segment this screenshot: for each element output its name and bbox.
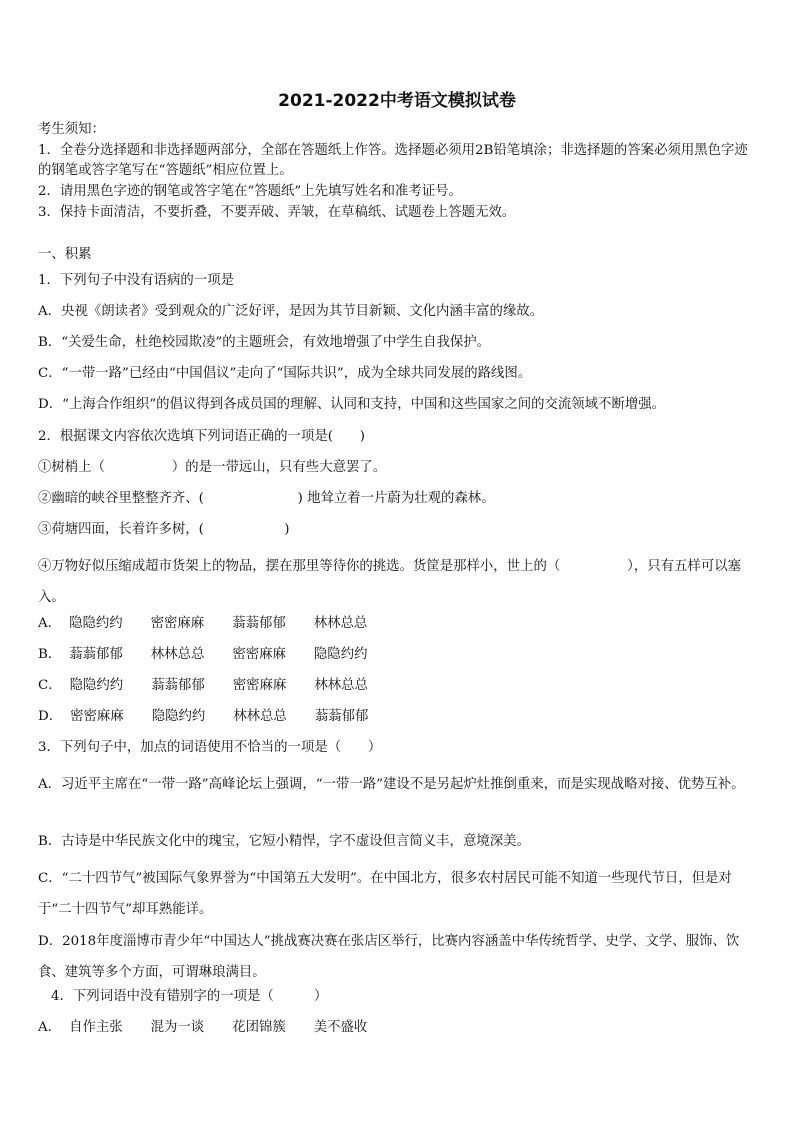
q3-stem: 3．下列句子中，加点的词语使用不恰当的一项是（ ） [38, 740, 382, 755]
q2-blank-4: ④万物好似压缩成超市货架上的物品，摆在那里等待你的挑选。货筐是那样小，世上的（ ），只有五样可以塞入。 [38, 559, 741, 605]
option-word: 林林总总 [233, 709, 287, 724]
q4-stem: 4．下列词语中没有错别字的一项是（ ） [51, 989, 328, 1004]
q2-option-b [38, 645, 760, 665]
q1-option-a: A．央视《朗读者》受到观众的广泛好评，是因为其节目新颖、文化内涵丰富的缘故。 [38, 304, 544, 319]
option-key: B． [38, 647, 62, 662]
q1-option-d: D．“上海合作组织”的倡议得到各成员国的理解、认同和支持，中国和这些国家之间的交流领域不断增强。 [38, 397, 666, 412]
option-word: 蓊蓊郁郁 [314, 709, 369, 724]
q3-option-b: B．古诗是中华民族文化中的瑰宝，它短小精悍，字不虚设但言简义丰，意境深美。 [38, 834, 530, 849]
q3-option-c: C．“二十四节气”被国际气象界誉为“中国第五大发明”。在中国北方，很多农村居民可能不知道一些现代节日，但是对于“二十四节气”却耳熟能详。 [38, 871, 732, 917]
q1-stem: 1．下列句子中没有语病的一项是 [38, 273, 234, 288]
option-word: 林林总总 [150, 647, 205, 662]
notice-heading: 考生须知： [38, 122, 105, 137]
page-title: 2021-2022中考语文模拟试卷 [278, 91, 516, 111]
q2-option-a [38, 614, 760, 634]
option-word: 隐隐约约 [69, 616, 123, 631]
option-word: 自作主张 [69, 1020, 123, 1035]
q3-option-d: D．2018年度淄博市青少年“中国达人”挑战赛决赛在张店区举行，比赛内容涵盖中华传统哲学、史学、文学、服饰、饮食、建筑等多个方面，可谓琳琅满目。 [38, 934, 740, 980]
option-word: 混为一谈 [150, 1020, 205, 1035]
option-key: A． [38, 616, 62, 631]
option-word: 林林总总 [313, 616, 368, 631]
option-word: 密密麻麻 [232, 678, 287, 693]
q3-option-a: A．习近平主席在“一带一路”高峰论坛上强调，“一带一路”建设不是另起炉灶推倒重来，而是实现战略对接、优势互补。 [38, 777, 745, 792]
option-key: D． [38, 709, 63, 724]
q2-option-d [38, 707, 760, 727]
option-key: C． [38, 678, 62, 693]
option-word: 美不盛收 [313, 1020, 368, 1035]
option-word: 蓊蓊郁郁 [232, 616, 286, 631]
q2-stem: 2．根据课文内容依次选填下列词语正确的一项是( ) [38, 429, 365, 444]
q2-blank-3: ③荷塘四面，长着许多树，( ) [38, 522, 290, 537]
q1-option-c: C．“一带一路”已经由“中国倡议”走向了“国际共识”，成为全球共同发展的路线图。 [38, 366, 532, 381]
q4-option-a [38, 1018, 760, 1038]
notice-item-1: 1．全卷分选择题和非选择题两部分，全部在答题纸上作答。选择题必须用2B铅笔填涂；非选择题的答案必须用黑色字迹的钢笔或答字笔写在“答题纸”相应位置上。 [38, 143, 748, 178]
section-heading: 一、积累 [38, 247, 92, 262]
option-word: 隐隐约约 [313, 647, 368, 662]
notice-item-2: 2．请用黑色字迹的钢笔或答字笔在“答题纸”上先填写姓名和准考证号。 [38, 184, 462, 199]
option-word: 蓊蓊郁郁 [151, 678, 205, 693]
option-word: 林林总总 [314, 678, 368, 693]
q2-blank-2: ②幽暗的峡谷里整整齐齐、( ) 地耸立着一片蔚为壮观的森林。 [38, 491, 495, 506]
q2-option-c [38, 676, 760, 696]
option-word: 隐隐约约 [151, 709, 206, 724]
option-word: 蓊蓊郁郁 [69, 647, 123, 662]
option-key: A． [38, 1020, 62, 1035]
q2-blank-1: ①树梢上（ ）的是一带远山，只有些大意罢了。 [38, 460, 387, 475]
option-word: 密密麻麻 [232, 647, 286, 662]
option-word: 密密麻麻 [150, 616, 205, 631]
option-word: 花团锦簇 [232, 1020, 286, 1035]
notice-item-3: 3．保持卡面清洁，不要折叠，不要弄破、弄皱，在草稿纸、试题卷上答题无效。 [38, 205, 516, 220]
option-word: 密密麻麻 [70, 709, 124, 724]
option-word: 隐隐约约 [69, 678, 124, 693]
q1-option-b: B．“关爱生命，杜绝校园欺凌”的主题班会，有效地增强了中学生自我保护。 [38, 335, 491, 350]
